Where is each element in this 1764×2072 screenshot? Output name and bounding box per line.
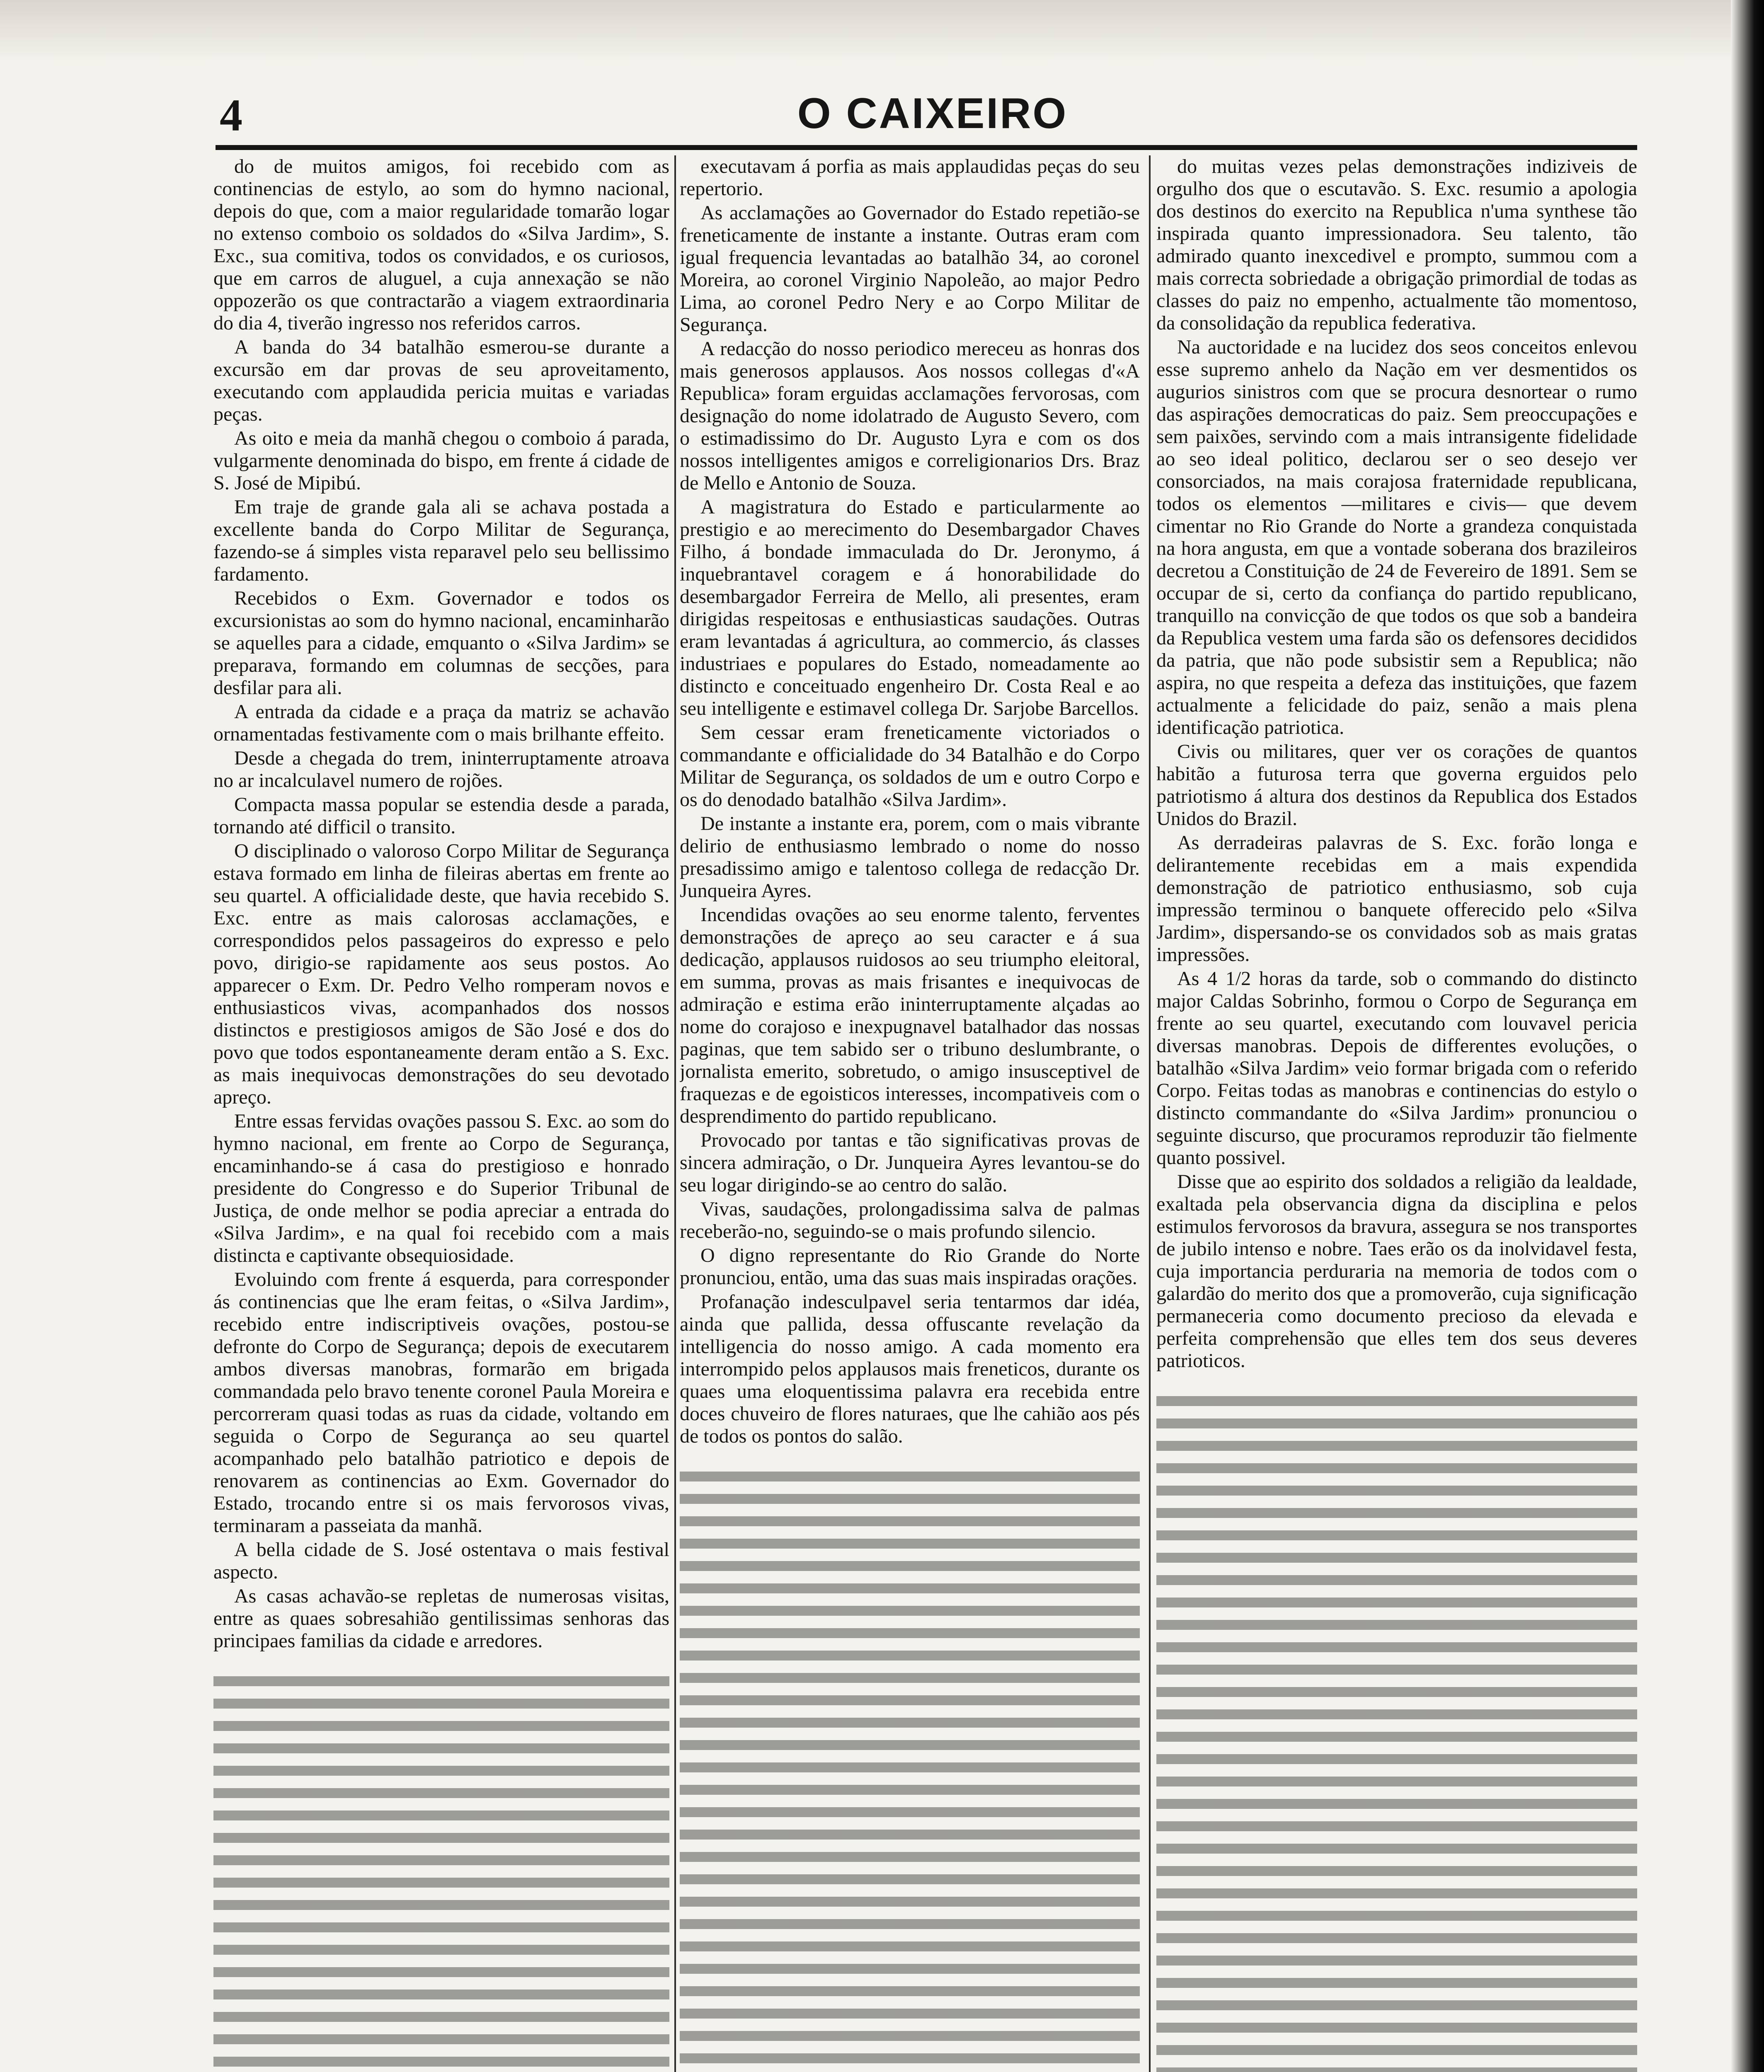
paragraph: do de muitos amigos, foi recebido com as continencias de estylo, ao som do hymno nacional, depois do que, com a maior regularidade tomarão logar no extenso comboio os soldados do «Silva Jardim», S. Exc., sua comitiva, todos os convidados, e os curiosos, que em carros de aluguel, a cuja annexação se não oppozerão os que contractarão a viagem extraordinaria do dia 4, tiverão ingresso nos referidos carros.	[213, 155, 669, 334]
degraded-text-region	[1156, 1389, 1637, 2072]
paragraph: Vivas, saudações, prolongadissima salva de palmas receberão-no, seguindo-se o mais profundo silencio.	[680, 1198, 1140, 1242]
paragraph: De instante a instante era, porem, com o mais vibrante delirio de enthusiasmo lembrado o nome do nosso presadissimo amigo e talentoso collega de redacção Dr. Junqueira Ayres.	[680, 813, 1140, 902]
paragraph: Sem cessar eram freneticamente victoriados o commandante e officialidade do 34 Batalhão e do Corpo Militar de Segurança, os soldados de um e outro Corpo e os do denodado batalhão «Silva Jardim».	[680, 721, 1140, 811]
paragraph: As derradeiras palavras de S. Exc. forão longa e delirantemente recebidas em a mais expendida demonstração de patriotico enthusiasmo, sob cuja impressão terminou o banquete offerecido pelo «Silva Jardim», dispersando-se os convidados sob as mais gratas impressões.	[1156, 832, 1637, 966]
paragraph: A redacção do nosso periodico mereceu as honras dos mais generosos applausos. Aos nossos collegas d'«A Republica» foram erguidas acclamações fervorosas, com designação do nome idolatrado de Augusto Severo, com o estimadissimo do Dr. Augusto Lyra e com os dos nossos intelligentes amigos e correligionarios Drs. Braz de Mello e Antonio de Souza.	[680, 338, 1140, 494]
paragraph: Recebidos o Exm. Governador e todos os excursionistas ao som do hymno nacional, encaminharão se aquelles para a cidade, emquanto o «Silva Jardim» se preparava, formando em columnas de secções, para desfilar para ali.	[213, 587, 669, 699]
paragraph: As acclamações ao Governador do Estado repetião-se freneticamente de instante a instante. Outras eram com igual frequencia levantadas ao batalhão 34, ao coronel Moreira, ao coronel Virginio Napoleão, ao major Pedro Lima, ao coronel Pedro Nery e ao Corpo Militar de Segurança.	[680, 202, 1140, 336]
paragraph: Evoluindo com frente á esquerda, para corresponder ás continencias que lhe eram feitas, o «Silva Jardim», recebido entre indiscriptiveis ovações, postou-se defronte do Corpo de Segurança; depois de executarem ambos diversas manobras, formarão em brigada commandada pelo bravo tenente coronel Paula Moreira e percorreram quasi todas as ruas da cidade, voltando em seguida o Corpo de Segurança ao seu quartel acompanhado pelo batalhão patriotico e depois de renovarem as continencias ao Exm. Governador do Estado, trocando entre si os mais fervorosos vivas, terminaram a passeiata da manhã.	[213, 1268, 669, 1537]
paragraph: executavam á porfia as mais applaudidas peças do seu repertorio.	[680, 155, 1140, 200]
article-column-3	[1156, 155, 1637, 2072]
paragraph: As oito e meia da manhã chegou o comboio á parada, vulgarmente denominada do bispo, em frente á cidade de S. José de Mipibú.	[213, 427, 669, 494]
column-divider	[1149, 155, 1151, 2072]
masthead-rule	[216, 145, 1637, 150]
scan-top-edge	[0, 0, 1764, 62]
paragraph: Em traje de grande gala ali se achava postada a excellente banda do Corpo Militar de Segurança, fazendo-se á simples vista reparavel pelo seu bellissimo fardamento.	[213, 496, 669, 585]
paragraph: Entre essas fervidas ovações passou S. Exc. ao som do hymno nacional, em frente ao Corpo de Segurança, encaminhando-se á casa do prestigioso e honrado presidente do Congresso e do Superior Tribunal de Justiça, de onde melhor se podia apreciar a entrada do «Silva Jardim», e na qual foi recebido com a mais distincta e captivante obsequiosidade.	[213, 1110, 669, 1266]
scan-right-edge	[1731, 0, 1764, 2072]
paragraph: As 4 1/2 horas da tarde, sob o commando do distincto major Caldas Sobrinho, formou o Corpo de Segurança em frente ao seu quartel, executando com louvavel pericia diversas manobras. Depois de differentes evoluções, o batalhão «Silva Jardim» veio formar brigada com o referido Corpo. Feitas todas as manobras e continencias do estylo o distincto commandante do «Silva Jardim» pronunciou o seguinte discurso, que procuramos reproduzir tão fielmente quanto possivel.	[1156, 968, 1637, 1169]
page-number: 4	[220, 90, 242, 140]
paragraph: Civis ou militares, quer ver os corações de quantos habitão a futurosa terra que governa erguidos pelo patriotismo á altura dos destinos da Republica dos Estados Unidos do Brazil.	[1156, 741, 1637, 830]
paragraph: A bella cidade de S. José ostentava o mais festival aspecto.	[213, 1539, 669, 1583]
degraded-text-region	[213, 1669, 669, 2072]
paragraph: Compacta massa popular se estendia desde a parada, tornando até difficil o transito.	[213, 794, 669, 838]
column-divider	[674, 155, 676, 2072]
paragraph: A magistratura do Estado e particularmente ao prestigio e ao merecimento do Desembargador Chaves Filho, á bondade immaculada do Dr. Jeronymo, á inquebrantavel coragem e á honorabilidade do desembargador Ferreira de Mello, ali presentes, eram dirigidas respeitosas e enthusiasticas saudações. Outras eram levantadas á agricultura, ao commercio, ás classes industriaes e populares do Estado, nomeadamente ao distincto e conceituado engenheiro Dr. Costa Real e ao seu intelligente e estimavel collega Dr. Sarjobe Barcellos.	[680, 496, 1140, 719]
paragraph: O digno representante do Rio Grande do Norte pronunciou, então, uma das suas mais inspiradas orações.	[680, 1244, 1140, 1289]
paragraph: As casas achavão-se repletas de numerosas visitas, entre as quaes sobresahião gentilissimas senhoras das principaes familias da cidade e arredores.	[213, 1585, 669, 1652]
paragraph: A entrada da cidade e a praça da matriz se achavão ornamentadas festivamente com o mais brilhante effeito.	[213, 701, 669, 745]
paragraph: Provocado por tantas e tão significativas provas de sincera admiração, o Dr. Junqueira Ayres levantou-se do seu logar dirigindo-se ao centro do salão.	[680, 1129, 1140, 1196]
paragraph: Na auctoridade e na lucidez dos seos conceitos enlevou esse supremo anhelo da Nação em ver desmentidos os augurios sinistros com que se procura desnortear o rumo das aspirações democraticas do paiz. Sem preoccupações e sem paixões, servindo com a mais intransigente fidelidade ao seo ideal politico, declarou ser o seo desejo ver consorciados, na mais corajosa fraternidade republicana, todos os elementos —militares e civis— que devem cimentar no Rio Grande do Norte a grandeza conquistada na hora angusta, em que a vontade soberana dos brazileiros decretou a Constituição de 24 de Fevereiro de 1891. Sem se occupar de si, certo da confiança do partido republicano, tranquillo na convicção de que todos os que sob a bandeira da Republica vestem uma farda são os defensores decididos da patria, que não pode subsistir sem a Republica; não aspira, no que respeita a defeza das instituições, que fazem actualmente a felicidade do paiz, senão a mais plena identificação patriotica.	[1156, 336, 1637, 738]
paragraph: O disciplinado o valoroso Corpo Militar de Segurança estava formado em linha de fileiras abertas em frente ao seu quartel. A officialidade deste, que havia recebido S. Exc. entre as mais calorosas acclamações, e correspondidos pelos passageiros do expresso e pelo povo, dirigio-se rapidamente aos seus postos. Ao apparecer o Exm. Dr. Pedro Velho romperam novos e enthusiasticos vivas, acompanhados dos nossos distinctos e prestigiosos amigos de São José e dos do povo que todos espontaneamente deram então a S. Exc. as mais inequivocas demonstrações do seu devotado apreço.	[213, 840, 669, 1108]
paragraph: Disse que ao espirito dos soldados a religião da lealdade, exaltada pela observancia digna da disciplina e pelos estimulos fervorosos da bravura, assegura se nos transportes de jubilo intenso e nobre. Taes erão os da inolvidavel festa, cuja importancia perduraria na memoria de todos com o galardão do merito dos que a promoverão, cuja significação permaneceria como documento precioso da elevada e perfeita comprehensão que elles tem dos seus deveres patrioticos.	[1156, 1171, 1637, 1372]
article-column-1	[213, 155, 669, 2072]
degraded-text-region	[680, 1464, 1140, 2072]
paragraph: Incendidas ovações ao seu enorme talento, ferventes demonstrações de apreço ao seu caracter e á sua dedicação, applausos ruidosos ao seu triumpho eleitoral, em summa, provas as mais frisantes e inequivocas de admiração e estima erão ininterruptamente alçadas ao nome do corajoso e inexpugnavel batalhador das nossas paginas, que tem sabido ser o tribuno deslumbrante, o jornalista emerito, sobretudo, o amigo insusceptivel de fraquezas e de egoisticos interesses, incompativeis com o desprendimento do partido republicano.	[680, 904, 1140, 1127]
paragraph: do muitas vezes pelas demonstrações indiziveis de orgulho dos que o escutavão. S. Exc. resumio a apologia dos destinos do exercito na Republica n'uma synthese tão inspirada quanto impressionadora. Seu talento, tão admirado quanto inexcedivel e prompto, summou com a mais correcta sobriedade a obrigação primordial de todas as classes do paiz no empenho, actualmente tão momentoso, da consolidação da republica federativa.	[1156, 155, 1637, 334]
paragraph: Profanação indesculpavel seria tentarmos dar idéa, ainda que pallida, dessa offuscante revelação da intelligencia do nosso amigo. A cada momento era interrompido pelos applausos mais freneticos, durante os quaes uma eloquentissima palavra era recebida entre doces chuveiro de flores naturaes, que lhe cahião aos pés de todos os pontos do salão.	[680, 1291, 1140, 1447]
paragraph: Desde a chegada do trem, ininterruptamente atroava no ar incalculavel numero de rojões.	[213, 747, 669, 792]
newspaper-title: O CAIXEIRO	[797, 90, 1068, 138]
article-column-2	[680, 155, 1140, 2072]
paragraph: A banda do 34 batalhão esmerou-se durante a excursão em dar provas de seu aproveitamento, executando com applaudida pericia muitas e variadas peças.	[213, 336, 669, 425]
